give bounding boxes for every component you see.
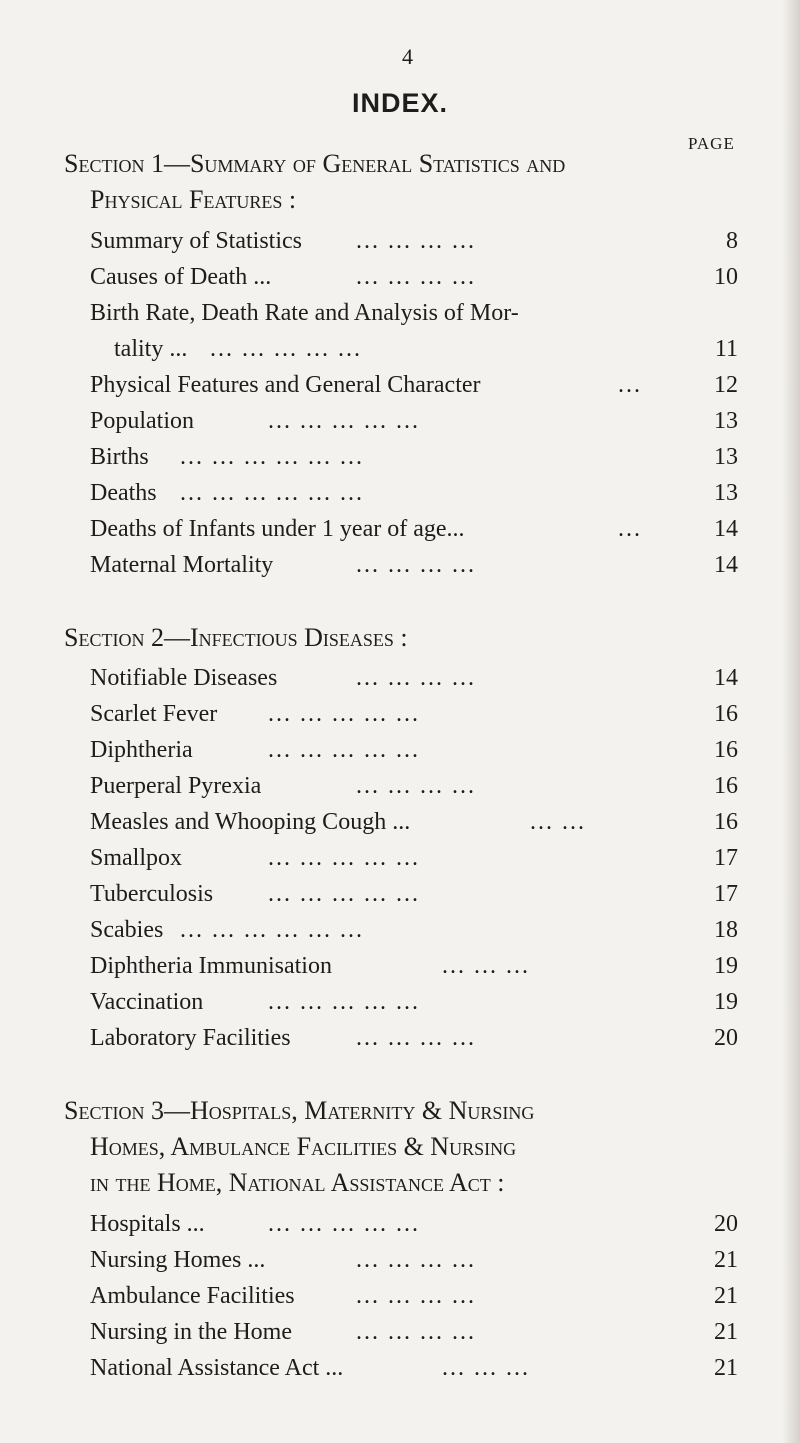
page-column-label: PAGE: [688, 134, 735, 153]
page-ref: 21: [714, 1283, 738, 1309]
index-entry: Physical Features and General Character ... 12: [90, 367, 738, 403]
section-2-title: [64, 620, 704, 656]
section-3-title-line1: Section 3—Hospitals, Maternity & Nursing: [64, 1096, 535, 1125]
index-entry: Causes of Death ... ... ... ... ... 10: [90, 259, 738, 295]
page-ref: 13: [714, 408, 738, 434]
page-ref: 14: [714, 665, 738, 691]
index-entry: Smallpox ... ... ... ... ... 17: [90, 840, 738, 876]
index-entry: Hospitals ... ... ... ... ... ... 20: [90, 1206, 738, 1242]
index-entry: Births ... ... ... ... ... ... 13: [90, 439, 738, 475]
page-ref: 13: [714, 480, 738, 506]
page-edge-shadow: [782, 0, 800, 1443]
page-ref: 10: [714, 264, 738, 290]
index-entry: Scabies ... ... ... ... ... ... 18: [90, 912, 738, 948]
index-entry: Birth Rate, Death Rate and Analysis of Mor- tality ... ... ... ... ... ... 11: [90, 295, 738, 367]
page-ref: 16: [714, 773, 738, 799]
index-entry: Notifiable Diseases ... ... ... ... 14: [90, 660, 738, 696]
index-entry: Nursing in the Home ... ... ... ... 21: [90, 1314, 738, 1350]
index-entry: Deaths of Infants under 1 year of age... ... 14: [90, 511, 738, 547]
page-ref: 19: [714, 989, 738, 1015]
index-entry: Laboratory Facilities ... ... ... ... 20: [90, 1020, 738, 1056]
index-entry: Summary of Statistics ... ... ... ... 8: [90, 223, 738, 259]
page-ref: 12: [714, 372, 738, 398]
page-ref: 18: [714, 917, 738, 943]
page-ref: 21: [714, 1247, 738, 1273]
index-title: INDEX.: [351, 88, 449, 118]
section-1-title-line2: Physical Features :: [90, 185, 297, 214]
index-entry: Scarlet Fever ... ... ... ... ... 16: [90, 696, 738, 732]
index-entry: Population ... ... ... ... ... 13: [90, 403, 738, 439]
index-entry: National Assistance Act ... ... ... ... 21: [90, 1350, 738, 1386]
index-entry: Diphtheria ... ... ... ... ... 16: [90, 732, 738, 768]
page-ref: 17: [714, 881, 738, 907]
section-3-title-line2: Homes, Ambulance Facilities & Nursing: [90, 1132, 517, 1161]
page-ref: 14: [714, 516, 738, 542]
index-entry: Measles and Whooping Cough ... ... ... 16: [90, 804, 738, 840]
page-ref: 16: [714, 701, 738, 727]
index-entry: Vaccination ... ... ... ... ... 19: [90, 984, 738, 1020]
section-1-title-line1: Section 1—Summary of General Statistics and: [64, 149, 566, 178]
page-ref: 20: [714, 1025, 738, 1051]
page-ref: 11: [714, 336, 738, 362]
index-entry: Puerperal Pyrexia ... ... ... ... 16: [90, 768, 738, 804]
index-entry: Diphtheria Immunisation ... ... ... 19: [90, 948, 738, 984]
page-ref: 8: [726, 228, 738, 254]
page-ref: 21: [714, 1319, 738, 1345]
page-ref: 21: [714, 1355, 738, 1381]
section-3-title: [64, 1093, 764, 1201]
index-entry: Nursing Homes ... ... ... ... ... 21: [90, 1242, 738, 1278]
page-number: 4: [402, 44, 413, 69]
section-3-title-line3: in the Home, National Assistance Act :: [90, 1168, 505, 1197]
page-ref: 17: [714, 845, 738, 871]
index-entry: Deaths ... ... ... ... ... ... 13: [90, 475, 738, 511]
page-ref: 16: [714, 809, 738, 835]
index-entry: Maternal Mortality ... ... ... ... 14: [90, 547, 738, 583]
page-ref: 19: [714, 953, 738, 979]
section-2-title-line1: Section 2—Infectious Diseases :: [64, 623, 408, 652]
page-ref: 13: [714, 444, 738, 470]
index-entry: Tuberculosis ... ... ... ... ... 17: [90, 876, 738, 912]
section-1-title: [64, 146, 704, 218]
index-entry: Ambulance Facilities ... ... ... ... 21: [90, 1278, 738, 1314]
page-ref: 16: [714, 737, 738, 763]
page-ref: 20: [714, 1211, 738, 1237]
page-ref: 14: [714, 552, 738, 578]
